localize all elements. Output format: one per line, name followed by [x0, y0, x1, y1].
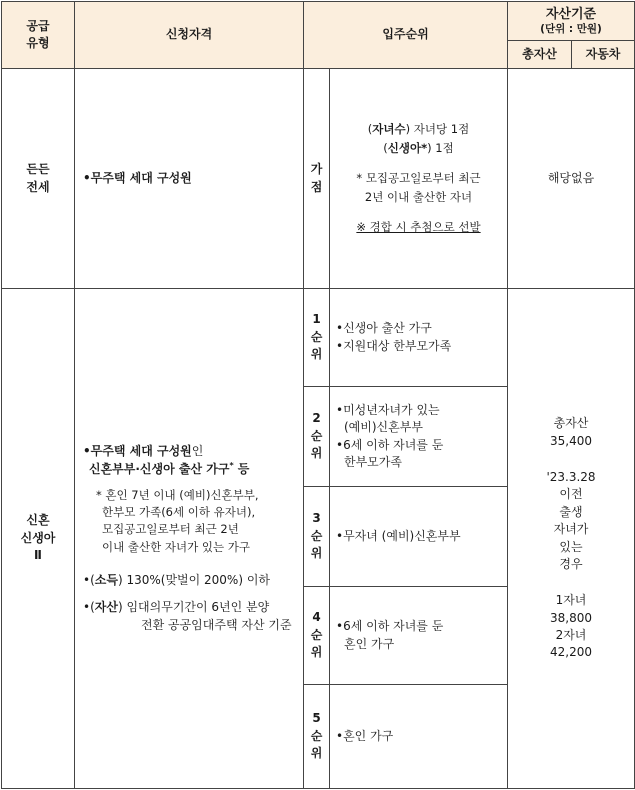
supply-type-newlywed: 신혼 신생아 Ⅱ [2, 289, 75, 789]
supply-type-deundeun: 든든 전세 [2, 69, 75, 289]
rank-scoring-label: 가 점 [304, 69, 330, 289]
rank-5: 5 순 위 [304, 685, 330, 789]
header-car: 자동차 [572, 41, 635, 69]
priority-4: •6세 이하 자녀를 둔 혼인 가구 [330, 587, 508, 685]
scoring-criteria: (자녀수) 자녀당 1점 (신생아*) 1점 * 모집공고일로부터 최근 2년 이내 출산한 자녀 ※ 경합 시 추첨으로 선발 [330, 69, 508, 289]
rank-3: 3 순 위 [304, 487, 330, 587]
tie-rule: ※ 경합 시 추첨으로 선발 [356, 219, 481, 234]
qualification-note: * 혼인 7년 이내 (예비)신혼부부, 한부모 가족(6세 이하 유자녀), 모집공고일로부터 최근 2년 이내 출산한 자녀가 있는 가구 [96, 487, 259, 554]
priority-3: •무자녀 (예비)신혼부부 [330, 487, 508, 587]
header-asset-standard: 자산기준 (단위 : 만원) [508, 2, 635, 41]
qualification-newlywed: •무주택 세대 구성원인 신혼부부·신생아 출산 가구* 등 * 혼인 7년 이내 (예비)신혼부부, 한부모 가족(6세 이하 유자녀), 모집공고일로부터 최근 2년 이내 출산한 자녀가 있는 가구 •(소득) 130%(맞벌이 200%) 이하 •(자산) 임대의무기간이 6년인 분양 전환 공공임대주택 자산 기준 [75, 289, 304, 789]
income-criteria: •(소득) 130%(맞벌이 200%) 이하 [83, 572, 271, 587]
header-supply-type: 공급 유형 [2, 2, 75, 69]
rank-4: 4 순 위 [304, 587, 330, 685]
rank-1: 1 순 위 [304, 289, 330, 387]
qualification-deundeun: •무주택 세대 구성원 [75, 69, 304, 289]
scoring-note: * 모집공고일로부터 최근 [356, 170, 481, 185]
header-qualification: 신청자격 [75, 2, 304, 69]
priority-2: •미성년자녀가 있는 (예비)신혼부부 •6세 이하 자녀를 둔 한부모가족 [330, 387, 508, 487]
asset-newlywed: 총자산 35,400 '23.3.28 이전 출생 자녀가 있는 경우 1자녀 38,800 2자녀 42,200 [508, 289, 635, 789]
asset-criteria: •(자산) 임대의무기간이 6년인 분양 [83, 600, 270, 615]
asset-deundeun: 해당없음 [508, 69, 635, 289]
header-priority: 입주순위 [304, 2, 508, 69]
priority-1: •신생아 출산 가구 •지원대상 한부모가족 [330, 289, 508, 387]
header-total-assets: 총자산 [508, 41, 572, 69]
housing-criteria-table [1, 1, 635, 789]
rank-2: 2 순 위 [304, 387, 330, 487]
priority-5: •혼인 가구 [330, 685, 508, 789]
